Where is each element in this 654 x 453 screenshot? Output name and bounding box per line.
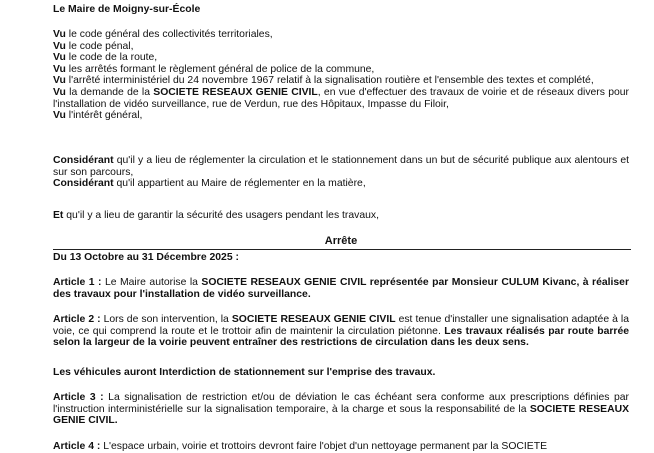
article-bold-text: SOCIETE RESEAUX GENIE CIVIL représentée par Monsieur CULUM Kivanc, à réaliser des travaux pour l'installation de vidéo surveillance. (53, 277, 630, 300)
vu-text: la demande de la (65, 86, 154, 98)
article-1 (53, 277, 629, 300)
vu-line-3 (53, 52, 629, 64)
vu-interet (53, 110, 629, 122)
vu-line-5 (53, 75, 629, 87)
article-4 (53, 441, 629, 453)
article-text: Le Maire autorise la (101, 277, 202, 288)
arrete-heading: Arrête (324, 235, 358, 247)
vu-line-2 (53, 41, 629, 53)
article-2-parking: Les véhicules auront Interdiction de stationnement sur l'emprise des travaux. (53, 367, 436, 378)
vu-text: le code de la route, (65, 52, 158, 64)
vu-text: l'intérêt général, (65, 110, 143, 122)
considerant-section (53, 155, 629, 190)
considerant-1 (53, 155, 629, 178)
heading-divider (53, 249, 631, 250)
article-label: Article 2 : (53, 314, 101, 325)
vu-line-1 (53, 29, 629, 41)
article-text: L'espace urbain, voirie et trottoirs devront faire l'objet d'un nettoyage permanent par la SOCIETE (100, 441, 547, 452)
vu-line-4 (53, 64, 629, 76)
vu-text: le code pénal, (65, 40, 134, 52)
article-label: Article 4 : (53, 441, 101, 452)
vu-keyword: Vu (53, 52, 66, 64)
considerant-keyword: Considérant (53, 155, 114, 166)
vu-keyword: Vu (53, 75, 66, 87)
vu-keyword: Vu (53, 40, 66, 52)
vu-text: l'arrêté interministériel du 24 novembre 1967 relatif à la signalisation routière et l'ensemble des textes et complété, (65, 75, 594, 87)
article-2 (53, 314, 629, 349)
date-range: Du 13 Octobre au 31 Décembre 2025 : (53, 252, 239, 263)
article-3 (53, 392, 629, 427)
company-name: SOCIETE RESEAUX GENIE CIVIL. (53, 403, 630, 427)
et-text: qu'il y a lieu de garantir la sécurité des usagers pendant les travaux, (63, 210, 380, 221)
article-bold-text: Les travaux réalisés par route barrée selon la largeur de la voirie peuvent entraîner des restrictions de circulation dans les deux sens. (53, 325, 629, 349)
et-quil-clause (53, 210, 629, 222)
vu-section (53, 29, 629, 122)
et-keyword: Et (53, 210, 64, 221)
article-text: La signalisation de restriction et/ou de déviation le cas échéant sera conforme aux prescriptions définies par l'instruction interministérielle sur la signalisation temporaire, à la charge et sous la responsabilité de la (53, 392, 629, 415)
vu-keyword: Vu (53, 86, 66, 98)
vu-keyword: Vu (53, 63, 66, 75)
considerant-2 (53, 178, 629, 190)
vu-text: le code général des collectivités territoriales, (65, 29, 273, 40)
article-label: Article 1 : (53, 277, 102, 288)
considerant-text: qu'il y a lieu de réglementer la circulation et le stationnement dans un but de sécurité publique aux alentours et sur son parcours, (53, 155, 629, 178)
document-title: Le Maire de Moigny-sur-École (53, 4, 201, 15)
article-text: est tenue d'installer une signalisation adaptée à la voie, ce qui comprend la route et le trottoir afin de maintenir la circulation piétonne. (53, 314, 629, 337)
company-name: SOCIETE RESEAUX GENIE CIVIL (231, 314, 396, 325)
vu-keyword: Vu (53, 29, 66, 40)
company-name: SOCIETE RESEAUX GENIE CIVIL (153, 86, 318, 98)
vu-text: les arrêtés formant le règlement général de police de la commune, (65, 63, 375, 75)
vu-keyword: Vu (53, 110, 66, 122)
vu-demande (53, 87, 629, 110)
article-text: Lors de son intervention, la (100, 314, 232, 325)
article-label: Article 3 : (53, 392, 104, 403)
vu-text: , en vue d'effectuer des travaux de voirie et de réseaux divers pour l'installation de vidéo surveillance, rue de Verdun, rue des Hôpitaux, Impasse du Filoir, (53, 86, 629, 110)
considerant-text: qu'il appartient au Maire de réglementer en la matière, (113, 178, 366, 190)
considerant-keyword: Considérant (53, 178, 114, 190)
